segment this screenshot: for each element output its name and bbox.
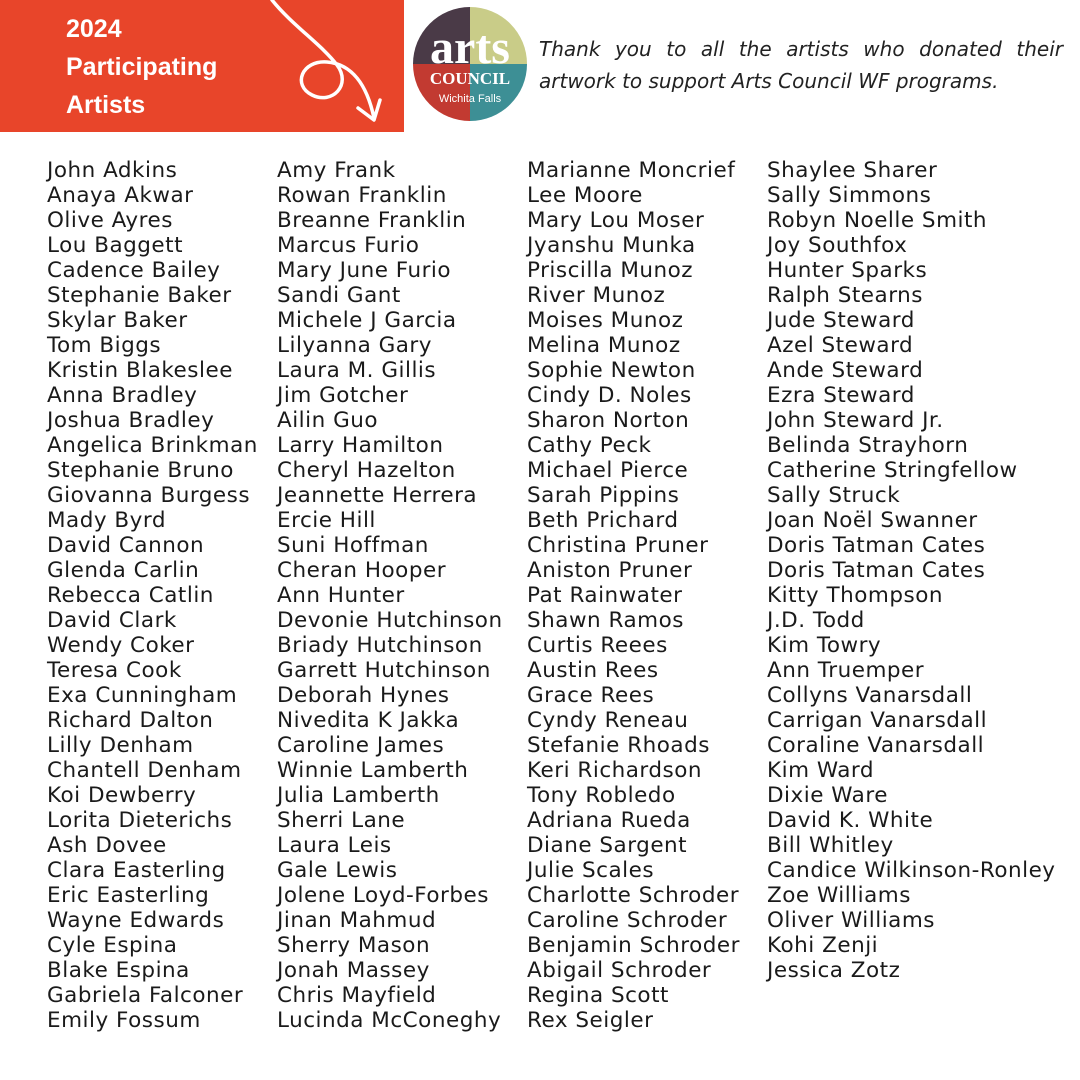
artist-name: Laura M. Gillis [277, 358, 437, 383]
artist-name: Ann Truemper [767, 658, 925, 683]
artist-name: Suni Hoffman [277, 533, 429, 558]
artist-name: Wendy Coker [47, 633, 195, 658]
artist-name: Sherri Lane [277, 808, 406, 833]
artist-column-2 [277, 158, 503, 1033]
artist-name: Marianne Moncrief [527, 158, 736, 183]
artist-name: Dixie Ware [767, 783, 888, 808]
artist-name: Belinda Strayhorn [767, 433, 969, 458]
artist-name: Shaylee Sharer [767, 158, 938, 183]
artist-name: Skylar Baker [47, 308, 188, 333]
artist-column-4 [767, 158, 1056, 983]
title-year: 2024 [66, 15, 122, 43]
artist-name: Rex Seigler [527, 1008, 654, 1033]
artist-name: Diane Sargent [527, 833, 688, 858]
artist-name: Benjamin Schroder [527, 933, 740, 958]
artist-name: Deborah Hynes [277, 683, 450, 708]
artist-name: Azel Steward [767, 333, 914, 358]
artist-name: Ash Dovee [47, 833, 167, 858]
artist-name: Ande Steward [767, 358, 924, 383]
artist-name: Candice Wilkinson-Ronley [767, 858, 1056, 883]
artist-name: Sherry Mason [277, 933, 431, 958]
artist-name: Beth Prichard [527, 508, 679, 533]
artist-name: Catherine Stringfellow [767, 458, 1018, 483]
artist-name: Sophie Newton [527, 358, 696, 383]
artist-name: Clara Easterling [47, 858, 226, 883]
artist-name: Joan Noël Swanner [767, 508, 978, 533]
artist-name: Teresa Cook [47, 658, 182, 683]
artist-name: Joy Southfox [767, 233, 908, 258]
header-banner [0, 0, 404, 132]
artist-name: Stefanie Rhoads [527, 733, 710, 758]
thank-you-message: Thank you to all the artists who donated their artwork to support Arts Council WF programs. [539, 37, 1063, 93]
artist-name: Lou Baggett [47, 233, 184, 258]
artist-name: Ezra Steward [767, 383, 915, 408]
artist-name: Robyn Noelle Smith [767, 208, 988, 233]
artist-name: Lilly Denham [47, 733, 194, 758]
artist-name: Koi Dewberry [47, 783, 197, 808]
artist-name: Adriana Rueda [527, 808, 691, 833]
artist-name: Ann Hunter [277, 583, 405, 608]
artist-name: Laura Leis [277, 833, 392, 858]
artist-name: Ercie Hill [277, 508, 376, 533]
logo-word: arts [430, 21, 510, 74]
artist-name: Chris Mayfield [277, 983, 437, 1008]
artist-name: Carrigan Vanarsdall [767, 708, 988, 733]
artist-name: Tom Biggs [47, 333, 162, 358]
artist-name: Mady Byrd [47, 508, 167, 533]
artist-name: Jolene Loyd-Forbes [277, 883, 489, 908]
artist-name: Michael Pierce [527, 458, 689, 483]
artist-name: Stephanie Bruno [47, 458, 234, 483]
artist-name: David Cannon [47, 533, 205, 558]
logo-city: Wichita Falls [438, 93, 502, 105]
artist-name: Cyndy Reneau [527, 708, 689, 733]
artist-name: Lorita Dieterichs [47, 808, 233, 833]
artist-name: Caroline James [277, 733, 445, 758]
artist-name: Kitty Thompson [767, 583, 943, 608]
artist-name: Sharon Norton [527, 408, 690, 433]
artist-name: Eric Easterling [47, 883, 210, 908]
artist-name: River Munoz [527, 283, 666, 308]
artist-name: Melina Munoz [527, 333, 681, 358]
artist-name: Amy Frank [277, 158, 396, 183]
artist-name: Kristin Blakeslee [47, 358, 233, 383]
artist-name: Sandi Gant [277, 283, 401, 308]
artist-name: Sally Simmons [767, 183, 932, 208]
banner-title [66, 10, 217, 124]
artist-name: Sally Struck [767, 483, 901, 508]
artist-name: Mary June Furio [277, 258, 452, 283]
artist-name: Ailin Guo [277, 408, 379, 433]
artist-name: Olive Ayres [47, 208, 173, 233]
artist-name: Julia Lamberth [277, 783, 440, 808]
artist-name: Hunter Sparks [767, 258, 928, 283]
artist-name: Rebecca Catlin [47, 583, 214, 608]
artist-name: Glenda Carlin [47, 558, 200, 583]
artist-name: Aniston Pruner [527, 558, 693, 583]
artist-name: Emily Fossum [47, 1008, 201, 1033]
artist-name: Coraline Vanarsdall [767, 733, 985, 758]
artist-name: John Adkins [47, 158, 178, 183]
artist-name: Cindy D. Noles [527, 383, 692, 408]
artist-name: Jude Steward [767, 308, 915, 333]
artist-name: Cathy Peck [527, 433, 652, 458]
artist-name: Jinan Mahmud [277, 908, 437, 933]
artist-name: Cheryl Hazelton [277, 458, 456, 483]
artist-name: Lucinda McConeghy [277, 1008, 502, 1033]
artist-name: Jonah Massey [277, 958, 430, 983]
artist-name: Nivedita K Jakka [277, 708, 460, 733]
artist-name: Zoe Williams [767, 883, 911, 908]
logo-org: COUNCIL [429, 69, 511, 88]
artist-name: Regina Scott [527, 983, 669, 1008]
artist-name: Gale Lewis [277, 858, 398, 883]
artist-name: Julie Scales [527, 858, 655, 883]
artist-name: Angelica Brinkman [47, 433, 258, 458]
artist-name: Marcus Furio [277, 233, 420, 258]
artist-name: Kohi Zenji [767, 933, 879, 958]
artist-name: Rowan Franklin [277, 183, 447, 208]
artist-name: Cheran Hooper [277, 558, 447, 583]
artist-name: Chantell Denham [47, 758, 242, 783]
artist-name: Giovanna Burgess [47, 483, 251, 508]
artist-name: Breanne Franklin [277, 208, 467, 233]
artist-name: Mary Lou Moser [527, 208, 705, 233]
artist-name: Briady Hutchinson [277, 633, 483, 658]
artist-name: Priscilla Munoz [527, 258, 694, 283]
artist-name: Abigail Schroder [527, 958, 712, 983]
artist-name: Devonie Hutchinson [277, 608, 503, 633]
artist-name: Kim Ward [767, 758, 875, 783]
artist-name: Austin Rees [527, 658, 659, 683]
artist-name: Charlotte Schroder [527, 883, 740, 908]
artist-name: Gabriela Falconer [47, 983, 244, 1008]
artist-name: J.D. Todd [767, 608, 865, 633]
artist-name: Tony Robledo [527, 783, 676, 808]
title-artists: Artists [66, 91, 146, 119]
curly-arrow-icon [262, 0, 392, 130]
artist-name: Lee Moore [527, 183, 643, 208]
artist-name: David K. White [767, 808, 934, 833]
artist-name: Pat Rainwater [527, 583, 683, 608]
artist-name: Sarah Pippins [527, 483, 680, 508]
artist-name: Caroline Schroder [527, 908, 728, 933]
artist-name: Joshua Bradley [47, 408, 215, 433]
artist-name: Jessica Zotz [767, 958, 901, 983]
artist-name: Anaya Akwar [47, 183, 194, 208]
artist-name: Jyanshu Munka [527, 233, 696, 258]
artist-name: Blake Espina [47, 958, 190, 983]
artist-name: Curtis Reees [527, 633, 668, 658]
artist-name: Moises Munoz [527, 308, 684, 333]
title-participating: Participating [66, 53, 218, 81]
artist-name: Stephanie Baker [47, 283, 232, 308]
artist-name: Bill Whitley [767, 833, 894, 858]
artist-name: Wayne Edwards [47, 908, 225, 933]
artist-name: Michele J Garcia [277, 308, 457, 333]
artist-name: Ralph Stearns [767, 283, 923, 308]
artist-name: Garrett Hutchinson [277, 658, 491, 683]
artist-column-1 [47, 158, 258, 1033]
artist-name: Jeannette Herrera [277, 483, 478, 508]
artist-name: John Steward Jr. [767, 408, 944, 433]
artist-name: Christina Pruner [527, 533, 709, 558]
artist-name: Grace Rees [527, 683, 655, 708]
artist-name: Doris Tatman Cates [767, 533, 986, 558]
artist-name: Jim Gotcher [277, 383, 409, 408]
artist-name: Cyle Espina [47, 933, 178, 958]
artist-name: Keri Richardson [527, 758, 703, 783]
artist-name: Kim Towry [767, 633, 882, 658]
artist-name: Collyns Vanarsdall [767, 683, 973, 708]
artist-name: Doris Tatman Cates [767, 558, 986, 583]
artist-name: Anna Bradley [47, 383, 198, 408]
artist-name: Cadence Bailey [47, 258, 221, 283]
artist-name: Larry Hamilton [277, 433, 444, 458]
arts-council-logo [413, 7, 527, 121]
artist-name: Oliver Williams [767, 908, 935, 933]
artist-name: David Clark [47, 608, 177, 633]
artist-column-3 [527, 158, 740, 1033]
artist-name: Winnie Lamberth [277, 758, 469, 783]
artist-name: Richard Dalton [47, 708, 214, 733]
artist-name: Shawn Ramos [527, 608, 684, 633]
artist-name: Exa Cunningham [47, 683, 238, 708]
artist-name: Lilyanna Gary [277, 333, 432, 358]
